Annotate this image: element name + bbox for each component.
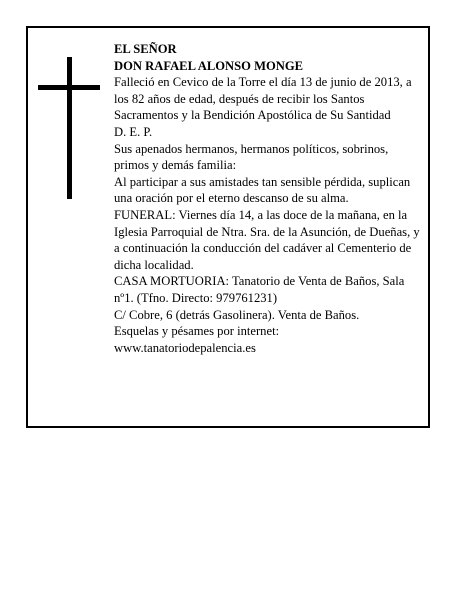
deceased-name: DON RAFAEL ALONSO MONGE	[114, 58, 304, 73]
cross-horizontal-bar	[38, 85, 100, 90]
prayer-request: Al participar a sus amistades tan sensible pérdida, suplican una oración por el eterno descanso de su alma.	[114, 174, 411, 206]
death-announcement: Falleció en Cevico de la Torre el día 13 de junio de 2013, a los 82 años de edad, después de recibir los Santos Sacramentos y la Bendición Apostólica de Su Santidad	[114, 75, 412, 123]
internet-condolences-label: Esquelas y pésames por internet:	[114, 324, 280, 339]
funeral-home: CASA MORTUORIA: Tanatorio de Venta de Baños, Sala nº1. (Tfno. Directo: 979761231)	[114, 274, 405, 305]
cross-icon	[38, 57, 100, 199]
obituary-notice	[26, 26, 430, 428]
rip-abbreviation: D. E. P.	[114, 124, 153, 139]
cross-vertical-bar	[67, 57, 72, 199]
family-mourners: Sus apenados hermanos, hermanos políticos, sobrinos, primos y demás familia:	[114, 141, 389, 173]
notice-text	[114, 41, 426, 356]
funeral-home-address: C/ Cobre, 6 (detrás Gasolinera). Venta de Baños.	[114, 307, 360, 322]
funeral-details: FUNERAL: Viernes día 14, a las doce de la mañana, en la Iglesia Parroquial de Ntra. Sra. de la Asunción, de Dueñas, y a continuación la conducción del cadáver al Cementerio de dicha localidad.	[114, 207, 420, 272]
notice-title-line-1: EL SEÑOR	[114, 42, 177, 56]
website-link[interactable]: www.tanatoriodepalencia.es	[114, 340, 256, 355]
